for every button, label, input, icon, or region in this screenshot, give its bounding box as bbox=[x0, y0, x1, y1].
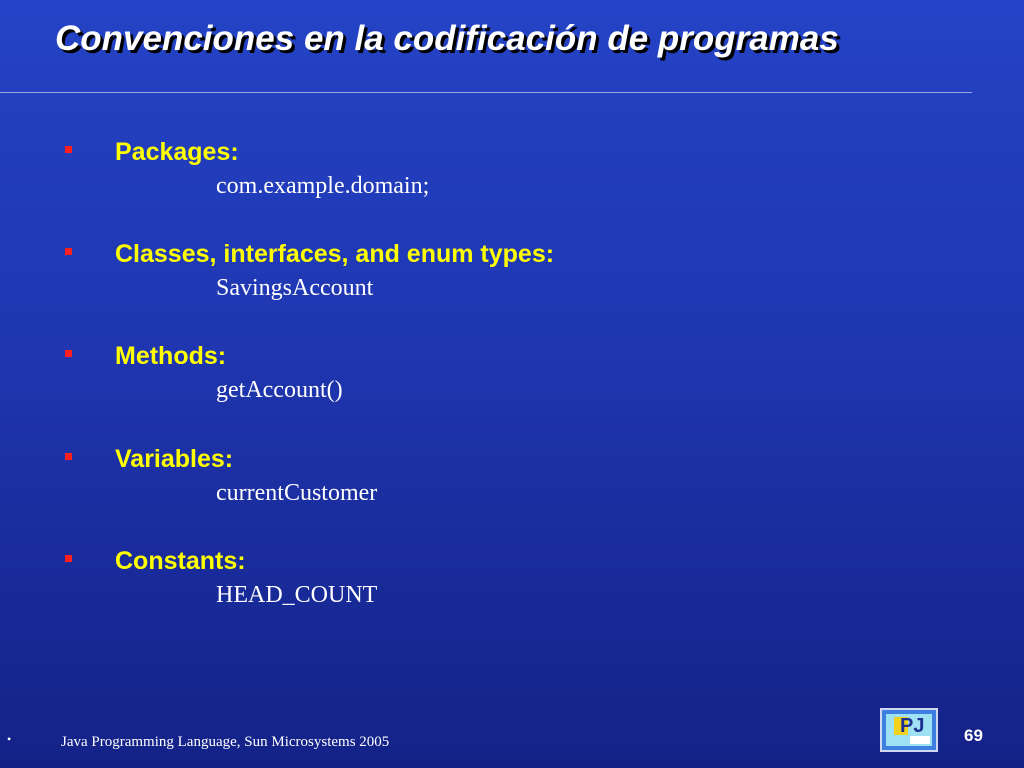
bullet-item-methods bbox=[0, 340, 1024, 420]
bullet-heading: Variables: bbox=[115, 445, 234, 473]
bullet-heading: Classes, interfaces, and enum types: bbox=[115, 240, 555, 268]
bullet-item-variables bbox=[0, 443, 1024, 523]
title-divider bbox=[0, 92, 972, 93]
footer-text: Java Programming Language, Sun Microsystems 2005 bbox=[61, 734, 390, 750]
bullet-value: getAccount() bbox=[216, 377, 343, 403]
bullet-heading: Packages: bbox=[115, 138, 239, 166]
bullet-value: currentCustomer bbox=[216, 480, 378, 506]
slide-title: Convenciones en la codificación de programas bbox=[55, 19, 839, 58]
bullet-heading: Constants: bbox=[115, 547, 246, 575]
bullet-item-packages bbox=[0, 136, 1024, 216]
pj-logo-icon: PJ bbox=[880, 708, 938, 752]
bullet-item-classes bbox=[0, 238, 1024, 318]
bullet-square-icon bbox=[65, 453, 72, 460]
bullet-value: com.example.domain; bbox=[216, 173, 430, 199]
footer-bullet: • bbox=[7, 732, 12, 746]
bullet-item-constants bbox=[0, 545, 1024, 625]
page-number: 69 bbox=[964, 726, 983, 745]
bullet-heading: Methods: bbox=[115, 342, 227, 370]
bullet-square-icon bbox=[65, 248, 72, 255]
bullet-square-icon bbox=[65, 146, 72, 153]
bullet-square-icon bbox=[65, 350, 72, 357]
bullet-value: SavingsAccount bbox=[216, 275, 374, 301]
bullet-square-icon bbox=[65, 555, 72, 562]
bullet-value: HEAD_COUNT bbox=[216, 582, 378, 608]
